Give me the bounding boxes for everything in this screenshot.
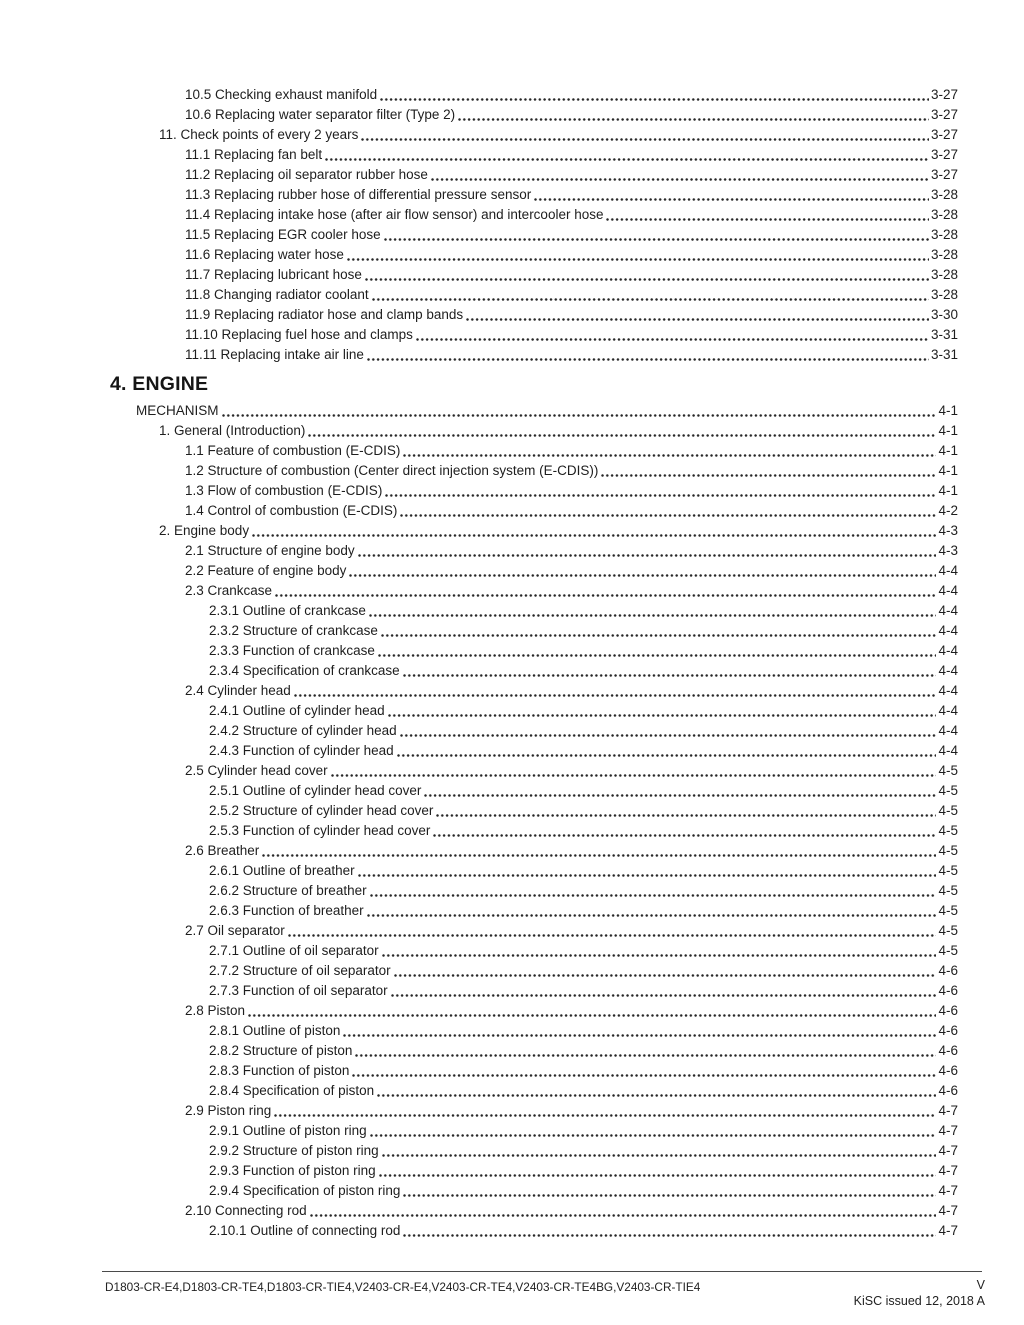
toc-entry-page-number: 4-2 [938,503,958,518]
toc-entry-label: 2.8.4 Specification of piston [209,1083,375,1098]
dot-leader [424,794,936,797]
toc-entry-label: 1.3 Flow of combustion (E-CDIS) [185,483,383,498]
dot-leader [248,1014,936,1017]
toc-entry-label: 2.8.1 Outline of piston [209,1023,341,1038]
toc-entry [0,521,1024,541]
toc-entry [0,461,1024,481]
dot-leader [349,574,936,577]
toc-entry-label: 2.3 Crankcase [185,583,273,598]
dot-leader [377,1094,936,1097]
toc-entry-label: 2. Engine body [159,523,250,538]
dot-leader [384,238,929,241]
toc-entry [0,841,1024,861]
toc-entry-label: 11.5 Replacing EGR cooler hose [185,227,381,242]
toc-entry-label: 2.3.1 Outline of crankcase [209,603,366,618]
dot-leader [436,814,936,817]
dot-leader [370,894,937,897]
dot-leader [352,1074,936,1077]
toc-entry-page-number: 4-7 [938,1203,958,1218]
toc-entry-page-number: 4-5 [938,863,958,878]
dot-leader [431,178,929,181]
toc-entry-label: 2.6.2 Structure of breather [209,883,367,898]
toc-entry [0,561,1024,581]
toc-entry-label: 2.5.3 Function of cylinder head cover [209,823,431,838]
toc-entry [0,205,1024,225]
toc-entry-label: 2.8.3 Function of piston [209,1063,350,1078]
toc-entry-page-number: 4-7 [938,1143,958,1158]
dot-leader [403,1194,936,1197]
toc-entry [0,501,1024,521]
toc-entry [0,681,1024,701]
dot-leader [378,654,937,657]
toc-entry [0,781,1024,801]
toc-entry-label: 11.6 Replacing water hose [185,247,344,262]
toc-entry-page-number: 4-4 [938,563,958,578]
dot-leader [380,98,929,101]
toc-entry-label: 2.5.1 Outline of cylinder head cover [209,783,422,798]
toc-entry-label: 1. General (Introduction) [159,423,306,438]
footer-issue-note: KiSC issued 12, 2018 A [853,1294,985,1308]
toc-entry [0,105,1024,125]
toc-entry-label: 11.1 Replacing fan belt [185,147,323,162]
toc-entry-page-number: 4-4 [938,603,958,618]
toc-entry [0,1041,1024,1061]
toc-entry-page-number: 4-5 [938,923,958,938]
toc-entry-page-number: 4-6 [938,1083,958,1098]
dot-leader [385,494,936,497]
toc-entry-page-number: 4-4 [938,623,958,638]
dot-leader [370,1134,937,1137]
toc-entry [0,821,1024,841]
toc-entry-page-number: 3-27 [930,147,958,162]
toc-entry-label: 2.9.1 Outline of piston ring [209,1123,367,1138]
toc-entry-page-number: 4-5 [938,763,958,778]
dot-leader [379,1174,937,1177]
toc-entry-page-number: 4-4 [938,583,958,598]
toc-entry [0,1161,1024,1181]
dot-leader [310,1214,937,1217]
toc-entry-label: 2.10.1 Outline of connecting rod [209,1223,401,1238]
toc-entry [0,245,1024,265]
toc-entry [0,541,1024,561]
toc-entry [0,1121,1024,1141]
toc-entry-label: 2.3.3 Function of crankcase [209,643,375,658]
dot-leader [458,118,929,121]
toc-entry-page-number: 4-5 [938,783,958,798]
toc-entry [0,901,1024,921]
toc-entry [0,1181,1024,1201]
toc-entry [0,981,1024,1001]
toc-entry [0,401,1024,421]
toc-entry-label: 11.10 Replacing fuel hose and clamps [185,327,413,342]
toc-entry-page-number: 4-4 [938,643,958,658]
dot-leader [358,554,937,557]
toc-entry [0,641,1024,661]
toc-entry-label: 2.1 Structure of engine body [185,543,355,558]
dot-leader [388,714,937,717]
toc-entry [0,481,1024,501]
toc-entry-page-number: 3-28 [930,267,958,282]
toc-entry-page-number: 4-7 [938,1223,958,1238]
toc-entry-label: 2.6.1 Outline of breather [209,863,355,878]
toc-entry-label: 10.6 Replacing water separator filter (Type 2) [185,107,456,122]
dot-leader [466,318,929,321]
toc-entry-label: 1.1 Feature of combustion (E-CDIS) [185,443,401,458]
dot-leader [361,138,929,141]
dot-leader [397,754,937,757]
toc-entry-label: 2.9 Piston ring [185,1103,272,1118]
footer-model-list: D1803-CR-E4,D1803-CR-TE4,D1803-CR-TIE4,V2403-CR-E4,V2403-CR-TE4,V2403-CR-TE4BG,V2403-CR-TIE4 [105,1280,701,1294]
dot-leader [367,358,929,361]
toc-entry-page-number: 3-30 [930,307,958,322]
toc-entry-page-number: 4-5 [938,843,958,858]
toc-entry-label: 2.3.4 Specification of crankcase [209,663,400,678]
dot-leader [382,954,937,957]
toc-entry-page-number: 3-27 [930,107,958,122]
toc-entry-label: 1.4 Control of combustion (E-CDIS) [185,503,398,518]
dot-leader [403,674,937,677]
toc-entry-label: 2.6 Breather [185,843,260,858]
toc-entry-page-number: 3-27 [930,87,958,102]
toc-entry-page-number: 4-3 [938,543,958,558]
toc-entry-page-number: 3-28 [930,247,958,262]
dot-leader [403,454,936,457]
toc-entry-page-number: 4-7 [938,1123,958,1138]
toc-entry-label: 2.10 Connecting rod [185,1203,307,1218]
toc-section-chapter3 [0,85,1024,365]
dot-leader [355,1054,936,1057]
toc-entry [0,185,1024,205]
toc-entry [0,601,1024,621]
toc-entry-page-number: 4-6 [938,1063,958,1078]
toc-entry [0,125,1024,145]
dot-leader [369,614,937,617]
dot-leader [274,1114,936,1117]
toc-entry-page-number: 4-4 [938,743,958,758]
toc-entry [0,1221,1024,1241]
toc-entry-label: 2.7.2 Structure of oil separator [209,963,391,978]
dot-leader [325,158,929,161]
dot-leader [262,854,936,857]
dot-leader [400,514,936,517]
toc-entry [0,305,1024,325]
toc-entry-page-number: 4-5 [938,803,958,818]
toc-entry [0,721,1024,741]
dot-leader [365,278,929,281]
toc-entry-label: 2.9.4 Specification of piston ring [209,1183,401,1198]
toc-entry-label: 2.7 Oil separator [185,923,285,938]
dot-leader [416,338,929,341]
toc-entry-label: 2.9.2 Structure of piston ring [209,1143,379,1158]
toc-entry-page-number: 4-4 [938,703,958,718]
toc-entry [0,1061,1024,1081]
toc-entry-page-number: 4-7 [938,1183,958,1198]
toc-entry-label: 2.3.2 Structure of crankcase [209,623,378,638]
toc-entry [0,701,1024,721]
toc-entry-page-number: 4-3 [938,523,958,538]
toc-entry-label: 10.5 Checking exhaust manifold [185,87,378,102]
toc-entry [0,1201,1024,1221]
toc-entry-page-number: 3-28 [930,187,958,202]
footer-page-number: V [976,1278,985,1292]
toc-entry-page-number: 3-28 [930,207,958,222]
toc-entry-page-number: 3-28 [930,287,958,302]
toc-entry [0,961,1024,981]
toc-entry-label: 11.11 Replacing intake air line [185,347,364,362]
toc-entry-label: 2.4.3 Function of cylinder head [209,743,394,758]
toc-entry-page-number: 3-27 [930,167,958,182]
toc-entry-page-number: 3-27 [930,127,958,142]
toc-entry-page-number: 4-1 [938,483,958,498]
toc-entry-page-number: 4-5 [938,883,958,898]
toc-entry [0,441,1024,461]
toc-entry-page-number: 3-31 [930,327,958,342]
toc-section-chapter4 [0,401,1024,1241]
toc-entry-label: 11.3 Replacing rubber hose of differential pressure sensor [185,187,532,202]
toc-entry-label: 11.9 Replacing radiator hose and clamp bands [185,307,464,322]
toc-entry-label: 2.2 Feature of engine body [185,563,347,578]
toc-entry [0,265,1024,285]
dot-leader [534,198,929,201]
toc-entry [0,325,1024,345]
toc-entry-page-number: 4-5 [938,823,958,838]
toc-entry-page-number: 4-6 [938,1023,958,1038]
dot-leader [275,594,936,597]
dot-leader [331,774,937,777]
toc-entry [0,941,1024,961]
toc-entry-label: 2.8.2 Structure of piston [209,1043,353,1058]
toc-entry-label: 1.2 Structure of combustion (Center direct injection system (E-CDIS)) [185,463,599,478]
toc-entry-label: 2.9.3 Function of piston ring [209,1163,376,1178]
toc-entry-page-number: 4-1 [938,443,958,458]
toc-entry [0,801,1024,821]
toc-entry-page-number: 4-5 [938,903,958,918]
toc-entry-label: 2.5.2 Structure of cylinder head cover [209,803,434,818]
dot-leader [347,258,929,261]
toc-entry-page-number: 4-1 [938,463,958,478]
toc-entry [0,921,1024,941]
toc-entry [0,1141,1024,1161]
chapter-heading: 4. ENGINE [110,373,209,395]
toc-entry-label: 11.8 Changing radiator coolant [185,287,369,302]
toc-entry [0,621,1024,641]
toc-entry [0,1101,1024,1121]
footer-right-block [854,1278,985,1309]
toc-entry-label: 11.2 Replacing oil separator rubber hose [185,167,428,182]
toc-entry [0,345,1024,365]
toc-entry [0,881,1024,901]
dot-leader [403,1234,936,1237]
dot-leader [308,434,936,437]
toc-entry-page-number: 3-28 [930,227,958,242]
toc-entry-label: MECHANISM [136,403,219,418]
dot-leader [382,1154,937,1157]
toc-entry-label: 2.5 Cylinder head cover [185,763,328,778]
toc-entry [0,225,1024,245]
toc-entry-label: 2.4 Cylinder head [185,683,291,698]
toc-entry [0,165,1024,185]
toc-entry-label: 2.4.1 Outline of cylinder head [209,703,385,718]
dot-leader [343,1034,936,1037]
toc-entry-page-number: 4-6 [938,983,958,998]
toc-entry-page-number: 4-4 [938,683,958,698]
toc-entry [0,85,1024,105]
toc-entry-page-number: 4-7 [938,1103,958,1118]
toc-entry-label: 2.4.2 Structure of cylinder head [209,723,397,738]
toc-entry [0,421,1024,441]
dot-leader [222,414,937,417]
dot-leader [606,218,928,221]
dot-leader [433,834,936,837]
toc-entry [0,661,1024,681]
toc-entry-page-number: 4-4 [938,723,958,738]
toc-entry-page-number: 4-6 [938,963,958,978]
toc-entry [0,1001,1024,1021]
toc-entry [0,741,1024,761]
toc-entry [0,861,1024,881]
toc-entry-page-number: 3-31 [930,347,958,362]
toc-entry-label: 11.4 Replacing intake hose (after air flow sensor) and intercooler hose [185,207,604,222]
toc-entry-label: 2.8 Piston [185,1003,246,1018]
toc-entry-page-number: 4-1 [938,403,958,418]
dot-leader [367,914,937,917]
dot-leader [252,534,936,537]
dot-leader [381,634,937,637]
dot-leader [358,874,937,877]
toc-entry-page-number: 4-7 [938,1163,958,1178]
toc-entry-label: 11.7 Replacing lubricant hose [185,267,362,282]
toc-entry-label: 2.7.1 Outline of oil separator [209,943,379,958]
dot-leader [294,694,937,697]
dot-leader [601,474,936,477]
toc-entry [0,285,1024,305]
dot-leader [394,974,937,977]
toc-entry-label: 2.6.3 Function of breather [209,903,364,918]
dot-leader [391,994,937,997]
toc-entry-page-number: 4-6 [938,1003,958,1018]
toc-entry-page-number: 4-5 [938,943,958,958]
dot-leader [372,298,929,301]
toc-entry [0,1021,1024,1041]
toc-entry [0,1081,1024,1101]
toc-entry [0,761,1024,781]
dot-leader [400,734,937,737]
footer-divider [102,1271,982,1272]
toc-entry-label: 11. Check points of every 2 years [159,127,359,142]
toc-entry-page-number: 4-1 [938,423,958,438]
toc-entry-page-number: 4-6 [938,1043,958,1058]
toc-entry [0,145,1024,165]
toc-entry [0,581,1024,601]
toc-entry-label: 2.7.3 Function of oil separator [209,983,388,998]
toc-entry-page-number: 4-4 [938,663,958,678]
dot-leader [288,934,937,937]
